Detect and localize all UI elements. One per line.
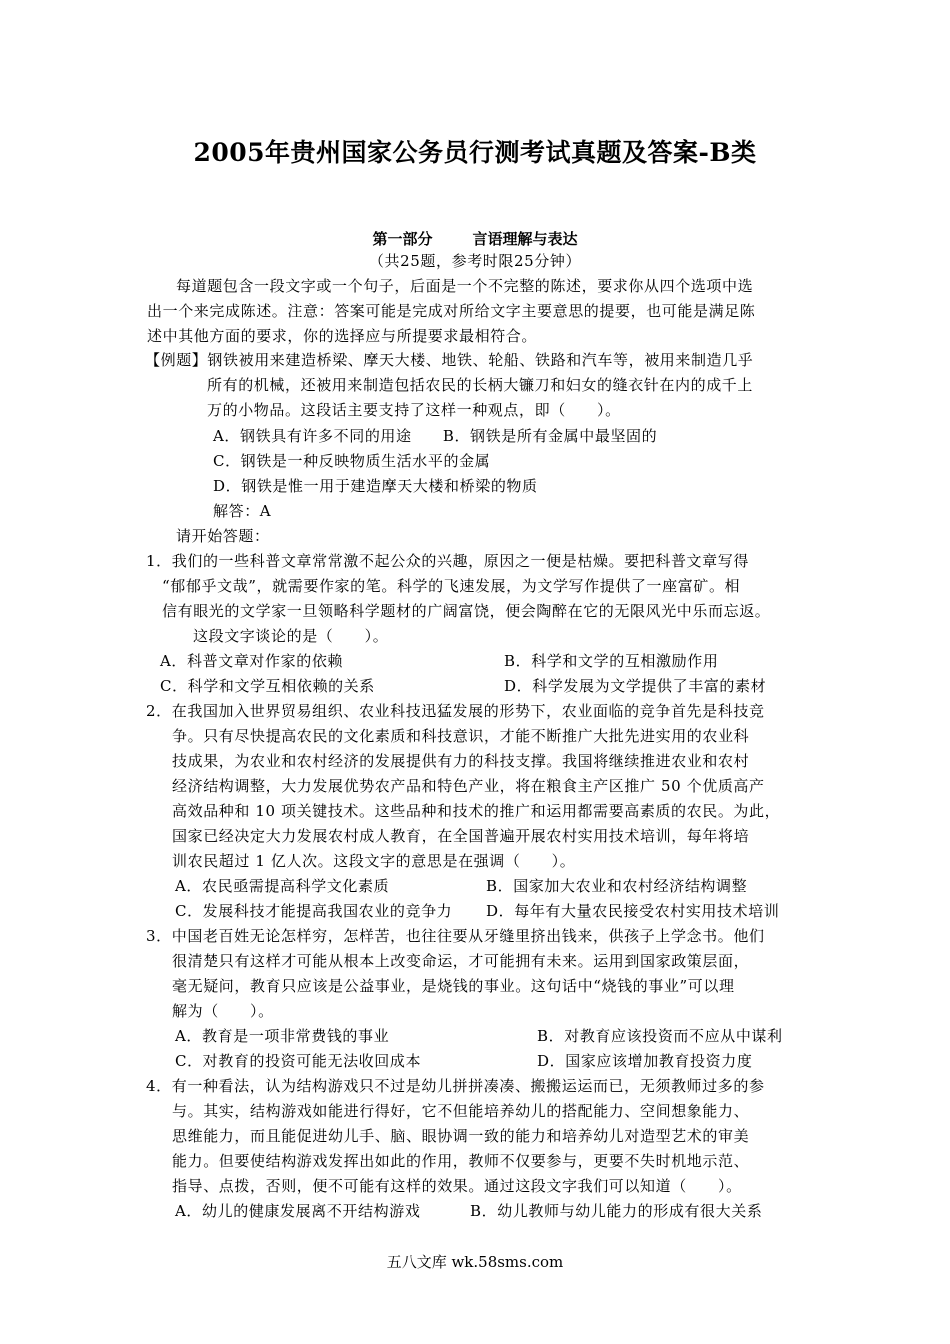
- section-name: 言语理解与表达: [472, 230, 578, 248]
- example-line: 所有的机械，还被用来制造包括农民的长柄大镰刀和妇女的缝衣针在内的成千上: [207, 376, 754, 394]
- question-1-line: 信有眼光的文学家一旦领略科学题材的广阔富饶，便会陶醉在它的无限风光中乐而忘返。: [162, 602, 771, 620]
- example-option: C．钢铁是一种反映物质生活水平的金属: [213, 452, 491, 470]
- document-title: 2005年贵州国家公务员行测考试真题及答案-B类: [193, 138, 757, 167]
- question-2-line: 2．在我国加入世界贸易组织、农业科技迅猛发展的形势下，农业面临的竞争首先是科技竞: [146, 702, 765, 720]
- question-3-line: 3．中国老百姓无论怎样穷，怎样苦，也往往要从牙缝里挤出钱来，供孩子上学念书。他们: [146, 927, 765, 945]
- question-2-option-c: C．发展科技才能提高我国农业的竞争力: [175, 902, 453, 920]
- question-4-option-b: B．幼儿教师与幼儿能力的形成有很大关系: [470, 1202, 763, 1220]
- question-3-option-a: A．教育是一项非常费钱的事业: [175, 1027, 390, 1045]
- question-4-line: 4．有一种看法，认为结构游戏只不过是幼儿拼拼凑凑、搬搬运运而已，无须教师过多的参: [146, 1077, 765, 1095]
- section-part: 第一部分: [372, 230, 433, 248]
- example-option: D．钢铁是惟一用于建造摩天大楼和桥梁的物质: [213, 477, 538, 495]
- question-2-line: 高效品种和 10 项关键技术。这些品种和技术的推广和运用都需要高素质的农民。为此，: [172, 802, 781, 820]
- question-2-line: 争。只有尽快提高农民的文化素质和科技意识，才能不断推广大批先进实用的农业科: [172, 727, 750, 745]
- example-option: A．钢铁具有许多不同的用途 B．钢铁是所有金属中最坚固的: [213, 427, 658, 445]
- question-2-line: 国家已经决定大力发展农村成人教育，在全国普遍开展农村实用技术培训，每年将培: [172, 827, 750, 845]
- question-1-option-d: D．科学发展为文学提供了丰富的素材: [504, 677, 767, 695]
- question-4-line: 思维能力，而且能促进幼儿手、脑、眼协调一致的能力和培养幼儿对造型艺术的审美: [172, 1127, 750, 1145]
- question-1-option-a: A．科普文章对作家的依赖: [160, 652, 344, 670]
- question-3-line: 解为（ ）。: [172, 1002, 274, 1020]
- start-prompt: 请开始答题：: [176, 527, 270, 545]
- question-4-line: 与。其实，结构游戏如能进行得好，它不但能培养幼儿的搭配能力、空间想象能力、: [172, 1102, 750, 1120]
- question-3-option-b: B．对教育应该投资而不应从中谋利: [537, 1027, 783, 1045]
- question-2-line: 技成果，为农业和农村经济的发展提供有力的科技支撑。我国将继续推进农业和农村: [172, 752, 750, 770]
- question-3-option-c: C．对教育的投资可能无法收回成本: [175, 1052, 422, 1070]
- question-2-line: 经济结构调整，大力发展优势农产品和特色产业，将在粮食主产区推广 50 个优质高产: [172, 777, 765, 795]
- question-2-option-b: B．国家加大农业和农村经济结构调整: [486, 877, 748, 895]
- question-3-line: 很清楚只有这样才可能从根本上改变命运，才可能拥有未来。运用到国家政策层面，: [172, 952, 750, 970]
- section-note: （共25题，参考时限25分钟）: [368, 252, 582, 270]
- intro-line: 述中其他方面的要求，你的选择应与所提要求最相符合。: [147, 327, 538, 345]
- example-line: 万的小物品。这段话主要支持了这样一种观点，即（ ）。: [207, 401, 621, 419]
- question-1-line: “郁郁乎文哉”，就需要作家的笔。科学的飞速发展，为文学写作提供了一座富矿。相: [162, 577, 741, 595]
- question-1-line: 1．我们的一些科普文章常常激不起公众的兴趣，原因之一便是枯燥。要把科普文章写得: [146, 552, 749, 570]
- question-4-line: 指导、点拨，否则，便不可能有这样的效果。通过这段文字我们可以知道（ ）。: [172, 1177, 742, 1195]
- section-heading: [0, 228, 950, 249]
- question-4-line: 能力。但要使结构游戏发挥出如此的作用，教师不仅要参与，更要不失时机地示范、: [172, 1152, 750, 1170]
- question-1-line: 这段文字谈论的是（ ）。: [193, 627, 389, 645]
- intro-line: 每道题包含一段文字或一个句子，后面是一个不完整的陈述，要求你从四个选项中选: [176, 277, 754, 295]
- question-1-option-b: B．科学和文学的互相激励作用: [504, 652, 719, 670]
- footer-watermark: 五八文库 wk.58sms.com: [386, 1253, 564, 1271]
- example-line: 【例题】钢铁被用来建造桥梁、摩天大楼、地铁、轮船、铁路和汽车等，被用来制造几乎: [145, 351, 754, 369]
- example-answer: 解答：A: [213, 502, 272, 520]
- question-3-line: 毫无疑问，教育只应该是公益事业，是烧钱的事业。这句话中“烧钱的事业”可以理: [172, 977, 735, 995]
- question-4-option-a: A．幼儿的健康发展离不开结构游戏: [175, 1202, 421, 1220]
- question-1-option-c: C．科学和文学互相依赖的关系: [160, 677, 375, 695]
- intro-line: 出一个来完成陈述。注意：答案可能是完成对所给文字主要意思的提要，也可能是满足陈: [147, 302, 756, 320]
- question-3-option-d: D．国家应该增加教育投资力度: [537, 1052, 753, 1070]
- question-2-option-a: A．农民亟需提高科学文化素质: [175, 877, 390, 895]
- question-2-option-d: D．每年有大量农民接受农村实用技术培训: [486, 902, 780, 920]
- question-2-line: 训农民超过 1 亿人次。这段文字的意思是在强调（ ）。: [172, 852, 576, 870]
